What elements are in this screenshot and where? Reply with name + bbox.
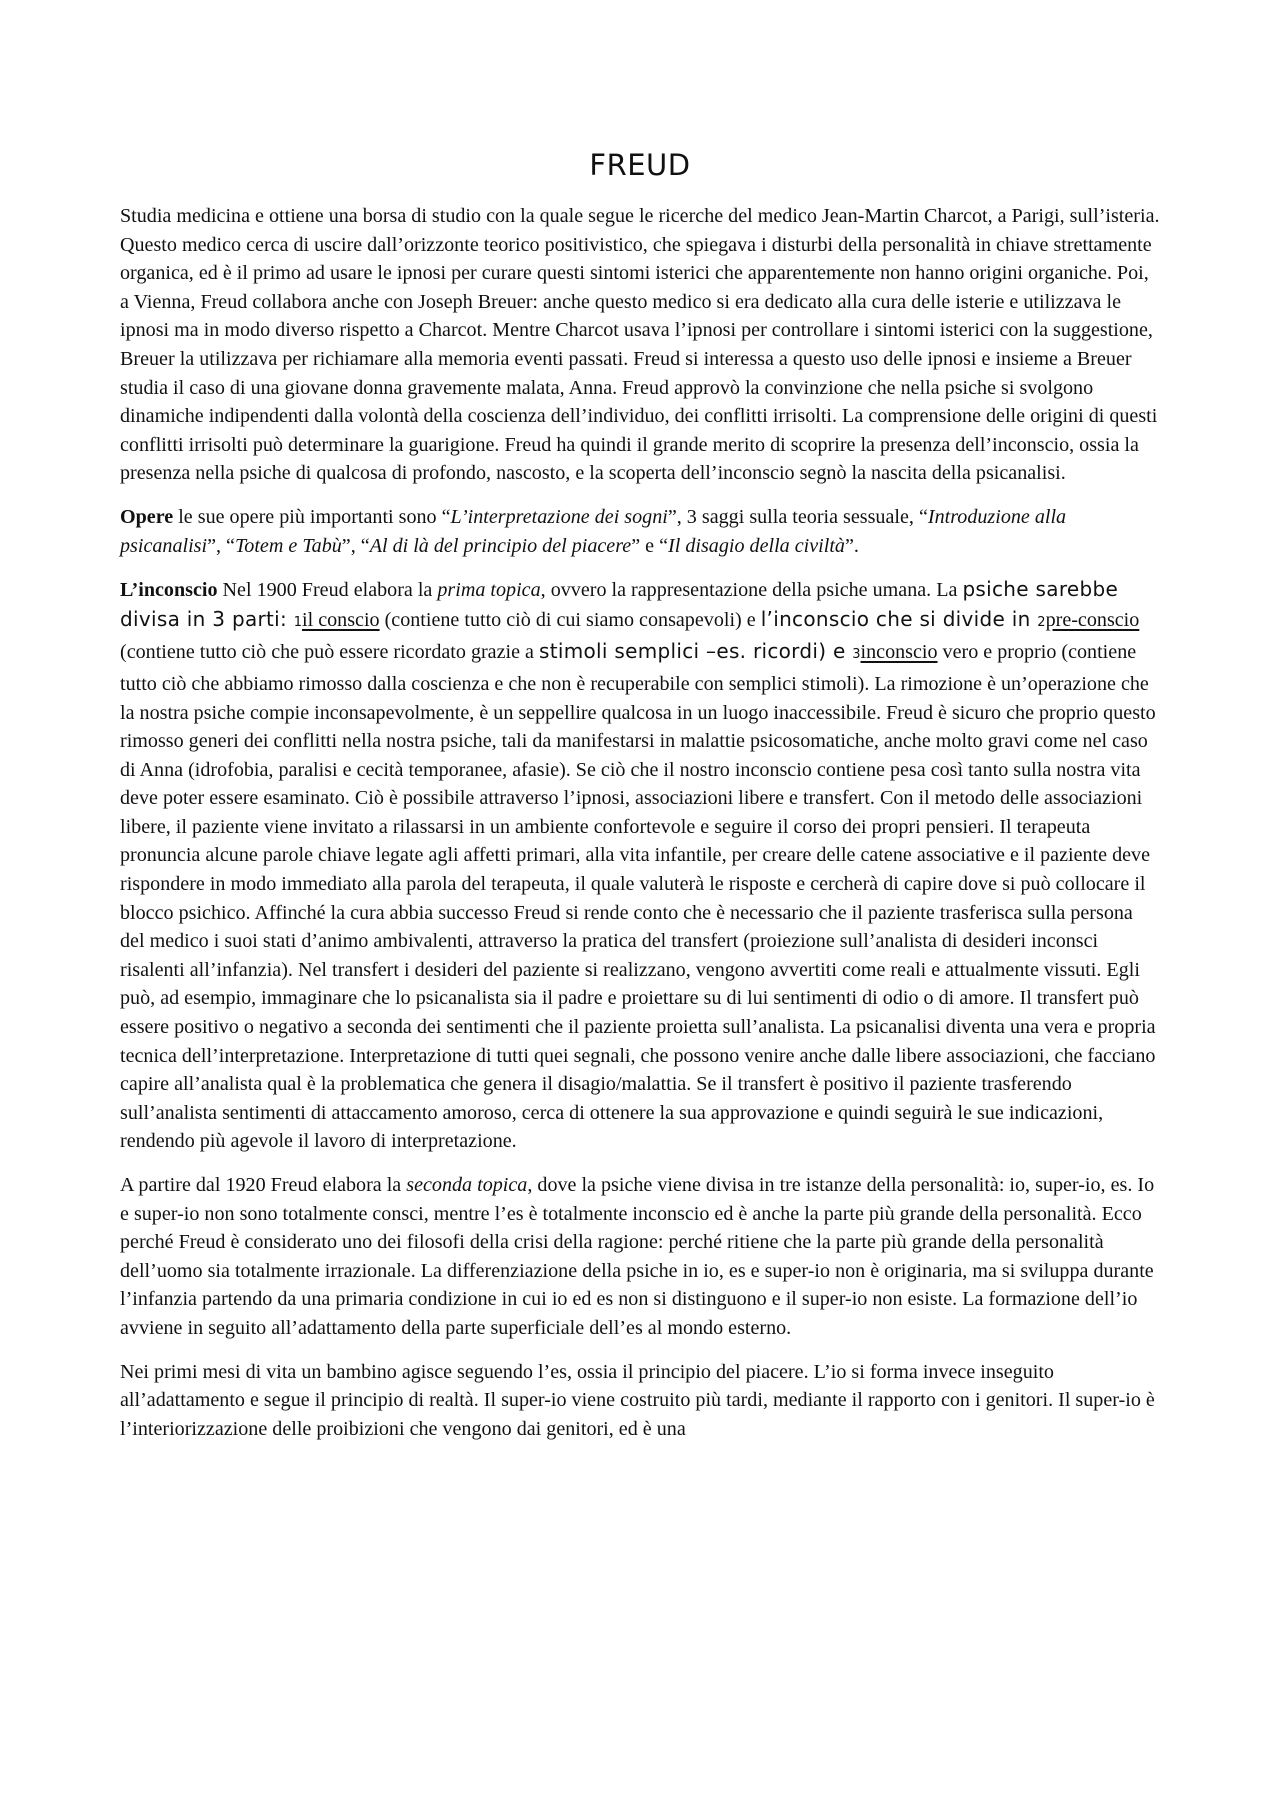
page-title: FREUD [589,148,691,182]
text-run: ” e “ [631,534,669,557]
text-run: ”, “ [341,534,370,557]
text-run: vero e proprio (contiene tutto ciò che abbiamo rimosso dalla coscienza e che non è recuperabile con semplici stimoli). La rimozione è un’operazione che la nostra psiche compie inconsapevolmente, è un seppellire qualcosa in un luogo inaccessibile. Freud è sicuro che proprio questo rimosso generi dei conflitti nella nostra psiche, tali da manifestarsi in malattie psicosomatiche, anche molto gravi come nel caso di Anna (idrofobia, paralisi e cecità temporanee, afasie). Se ciò che il nostro inconscio contiene pesa così tanto sulla nostra vita deve poter essere esaminato. Ciò è possibile attraverso l’ipnosi, associazioni libere e transfert. Con il metodo delle associazioni libere, il paziente viene invitato a rilassarsi in un ambiente confortevole e seguire il corso dei propri pensieri. Il terapeuta pronuncia alcune parole chiave legate agli affetti primari, alla vita infantile, per creare delle catene associative e il paziente deve rispondere in modo immediato alla parola del terapeuta, il quale valuterà le risposte e cercherà di capire dove si può collocare il blocco psichico. Affinché la cura abbia successo Freud si rende conto che è necessario che il paziente trasferisca sulla persona del medico i suoi stati d’animo ambivalenti, attraverso la pratica del transfert (proiezione sull’analista di desideri inconsci risalenti all’infanzia). Nel transfert i desideri del paziente si realizzano, vengono avvertiti come reali e attualmente vissuti. Egli può, ad esempio, immaginare che lo psicanalista sia il padre e proiettare su di lui sentimenti di odio o di amore. Il transfert può essere positivo o negativo a seconda dei sentimenti che il paziente proietta sull’analista. La psicanalisi diventa una vera e propria tecnica dell’interpretazione. Interpretazione di tutti quei segnali, che possono venire anche dalle libere associazioni, che facciano capire all’analista qual è la problematica che genera il disagio/malattia. Se il transfert è positivo il paziente trasferendo sull’analista sentimenti di attaccamento amoroso, cerca di ottenere la sua approvazione e quindi seguirà le sue indicazioni, rendendo più agevole il lavoro di interpretazione. [120,641,1156,1153]
term-inconscio: inconscio [860,641,938,664]
paragraph-inconscio [120,575,1160,1156]
text-run-sans: psiche sarebbe divisa in 3 parti: [120,577,1119,631]
paragraph-seconda-topica [120,1171,1160,1343]
text-run: , ovvero la rappresentazione della psiche umana. La [540,579,963,602]
list-number: 2 [1037,614,1046,630]
paragraph-intro: Studia medicina e ottiene una borsa di studio con la quale segue le ricerche del medico Jean-Martin Charcot, a Parigi, sull’isteria. Questo medico cerca di uscire dall’orizzonte teorico positivistico, che spiegava i disturbi della personalità in chiave strettamente organica, ed è il primo ad usare le ipnosi per curare questi sintomi isterici che apparentemente non hanno origini organiche. Poi, a Vienna, Freud collabora anche con Joseph Breuer: anche questo medico si era dedicato alla cura delle isterie e utilizzava le ipnosi ma in modo diverso rispetto a Charcot. Mentre Charcot usava l’ipnosi per controllare i sintomi isterici con la suggestione, Breuer la utilizzava per richiamare alla memoria eventi passati. Freud si interessa a questo uso delle ipnosi e insieme a Breuer studia il caso di una giovane donna gravemente malata, Anna. Freud approvò la convinzione che nella psiche si svolgono dinamiche indipendenti dalla volontà della coscienza dell’individuo, dei conflitti irrisolti. La comprensione delle origini di questi conflitti irrisolti può determinare la guarigione. Freud ha quindi il grande merito di scoprire la presenza dell’inconscio, ossia la presenza nella psiche di qualcosa di profondo, nascosto, e la scoperta dell’inconscio segnò la nascita della psicanalisi. [120,205,1160,485]
text-run: le sue opere più importanti sono “ [173,505,451,528]
opere-heading: Opere [120,505,174,528]
paragraph-opere [120,503,1160,560]
term-conscio: il conscio [302,608,380,631]
text-run: (contiene tutto ciò di cui siamo consapevoli) e [379,608,761,631]
work-title: Totem e Tabù [234,534,342,557]
term-pre-conscio: pre-conscio [1045,608,1140,631]
paragraph-last: Nei primi mesi di vita un bambino agisce seguendo l’es, ossia il principio del piacere. L’io si forma invece inseguito all’adattamento e segue il principio di realtà. Il super-io viene costruito più tardi, mediante il rapporto con i genitori. Il super-io è l’interiorizzazione delle proibizioni che vengono dai genitori, ed è una [120,1360,1155,1440]
work-title: Al di là del principio del piacere [369,534,632,557]
text-run: ”. [844,534,859,557]
inconscio-heading: L’inconscio [120,579,218,602]
text-run-sans: stimoli semplici –es. ricordi) e [539,639,853,664]
text-run: A partire dal 1920 Freud elabora la [120,1174,407,1196]
work-title: Introduzione alla psicanalisi [120,505,1067,557]
work-title: L’interpretazione dei sogni [450,505,668,528]
text-run-sans: l’inconscio che si divide in [760,606,1038,631]
term-prima-topica: prima topica [437,579,541,602]
list-number: 3 [852,647,861,663]
list-number: 1 [293,614,302,630]
text-run: ”, “ [207,534,235,557]
text-run: ”, 3 saggi sulla teoria sessuale, “ [667,505,928,528]
work-title: Il disagio della civiltà [668,534,845,557]
text-run: Nel 1900 Freud elabora la [217,579,438,602]
term-seconda-topica: seconda topica [406,1174,528,1196]
text-run: , dove la psiche viene divisa in tre istanze della personalità: io, super-io, es. Io e super-io non sono totalmente consci, mentre l’es è totalmente inconscio ed è anche la parte più grande della personalità. Ecco perché Freud è considerato uno dei filosofi della crisi della ragione: perché ritiene che la parte più grande della personalità dell’uomo sia totalmente irrazionale. La differenziazione della psiche in io, es e super-io non è originaria, ma si sviluppa durante l’infanzia partendo da una primaria condizione in cui io ed es non si distinguono e il super-io non esiste. La formazione dell’io avviene in seguito all’adattamento della parte superficiale dell’es al mondo esterno. [120,1174,1155,1339]
text-run: (contiene tutto ciò che può essere ricordato grazie a [120,641,539,664]
